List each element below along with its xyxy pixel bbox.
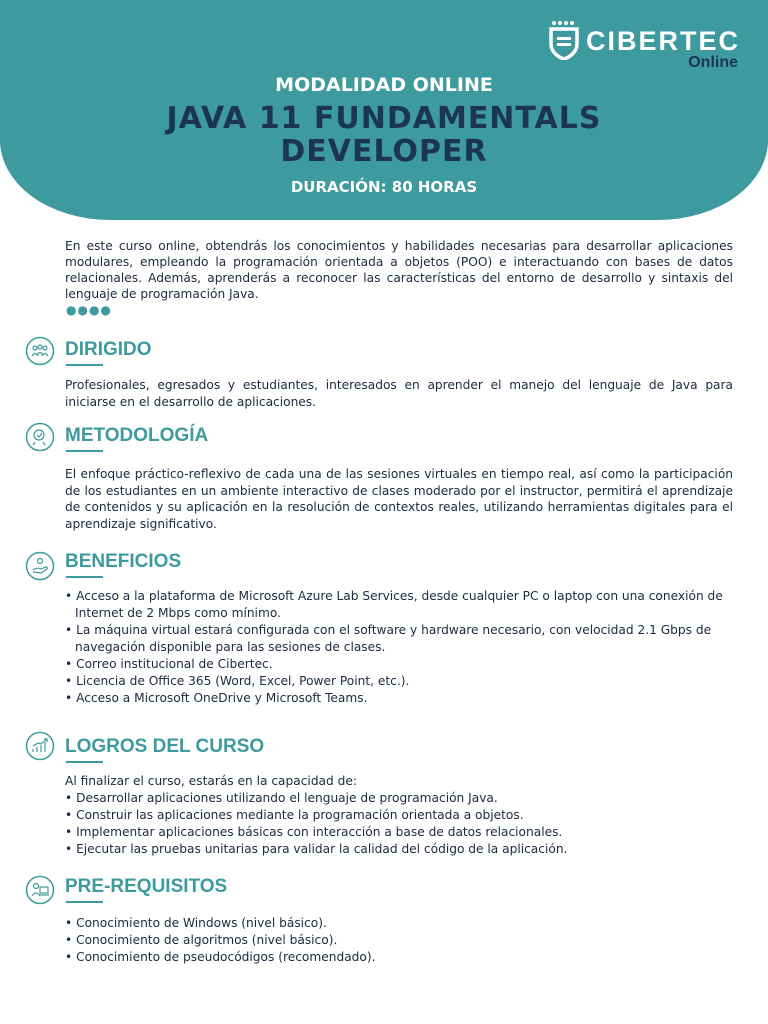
decorative-dots: ●●●● [66, 303, 112, 317]
beneficios-list [65, 588, 735, 707]
section-underline [66, 576, 103, 578]
prerequisitos-list [65, 915, 735, 966]
list-item: • Conocimiento de Windows (nivel básico). [65, 915, 735, 932]
list-item: • Conocimiento de algoritmos (nivel básico). [65, 932, 735, 949]
list-item: • Correo institucional de Cibertec. [65, 656, 735, 673]
cibertec-logo [548, 18, 741, 74]
section-underline [66, 364, 103, 366]
course-title-line2: DEVELOPER [280, 134, 488, 169]
logros-list [65, 790, 735, 858]
logros-intro: Al finalizar el curso, estarás en la capacidad de: [65, 774, 357, 788]
metodologia-text: El enfoque práctico-reflexivo de cada una de las sesiones virtuales en tiempo real, así como la participación de los estudiantes en un ambiente interactivo de clases moderado por el instructor, permitirá el aprendizaje de contenidos y su aplicación en la resolución de contextos reales, utilizando herramientas digitales para el aprendizaje significativo. [65, 467, 733, 531]
list-item: • Acceso a la plataforma de Microsoft Azure Lab Services, desde cualquier PC o laptop con una conexión de Internet de 2 Mbps como mínimo. [65, 588, 735, 622]
section-title-beneficios: BENEFICIOS [65, 551, 182, 572]
section-title-metodologia: METODOLOGÍA [65, 425, 209, 446]
list-item: • La máquina virtual estará configurada con el software y hardware necesario, con velocidad 2.1 Gbps de navegación disponible para las sesiones de clases. [65, 622, 735, 656]
list-item: • Ejecutar las pruebas unitarias para validar la calidad del código de la aplicación. [65, 841, 735, 858]
course-title [0, 102, 768, 168]
requirements-icon [25, 875, 55, 905]
modality-label: MODALIDAD ONLINE [275, 74, 493, 96]
intro-paragraph: En este curso online, obtendrás los conocimientos y habilidades necesarias para desarrollar aplicaciones modulares, empleando la programación orientada a objetos (POO) e interactuando con bases de datos relacionales. Además, aprenderás a reconocer las características del entorno de desarrollo y sintaxis del lenguaje de programación Java. [65, 239, 733, 301]
methodology-icon [25, 422, 55, 452]
section-title-prerequisitos: PRE-REQUISITOS [65, 876, 228, 897]
course-title-line1: JAVA 11 FUNDAMENTALS [166, 101, 602, 136]
shield-logo-icon [548, 20, 580, 60]
list-item: • Licencia de Office 365 (Word, Excel, Power Point, etc.). [65, 673, 735, 690]
dirigido-text: Profesionales, egresados y estudiantes, interesados en aprender el manejo del lenguaje de Java para iniciarse en el desarrollo de aplicaciones. [65, 378, 733, 409]
section-underline [66, 761, 103, 763]
section-underline [66, 901, 103, 903]
duration-label: DURACIÓN: 80 HORAS [290, 178, 478, 196]
logo-subtitle: Online [688, 54, 738, 71]
section-title-logros: LOGROS DEL CURSO [65, 736, 265, 757]
list-item: • Acceso a Microsoft OneDrive y Microsoft Teams. [65, 690, 735, 707]
growth-chart-icon [25, 731, 55, 761]
logo-text: CIBERTEC [586, 26, 741, 56]
list-item: • Implementar aplicaciones básicas con interacción a base de datos relacionales. [65, 824, 735, 841]
list-item: • Desarrollar aplicaciones utilizando el lenguaje de programación Java. [65, 790, 735, 807]
header-banner [0, 0, 768, 220]
section-title-dirigido: DIRIGIDO [65, 339, 152, 360]
people-icon [25, 336, 55, 366]
benefits-icon [25, 551, 55, 581]
list-item: • Conocimiento de pseudocódigos (recomendado). [65, 949, 735, 966]
list-item: • Construir las aplicaciones mediante la programación orientada a objetos. [65, 807, 735, 824]
section-underline [66, 450, 103, 452]
